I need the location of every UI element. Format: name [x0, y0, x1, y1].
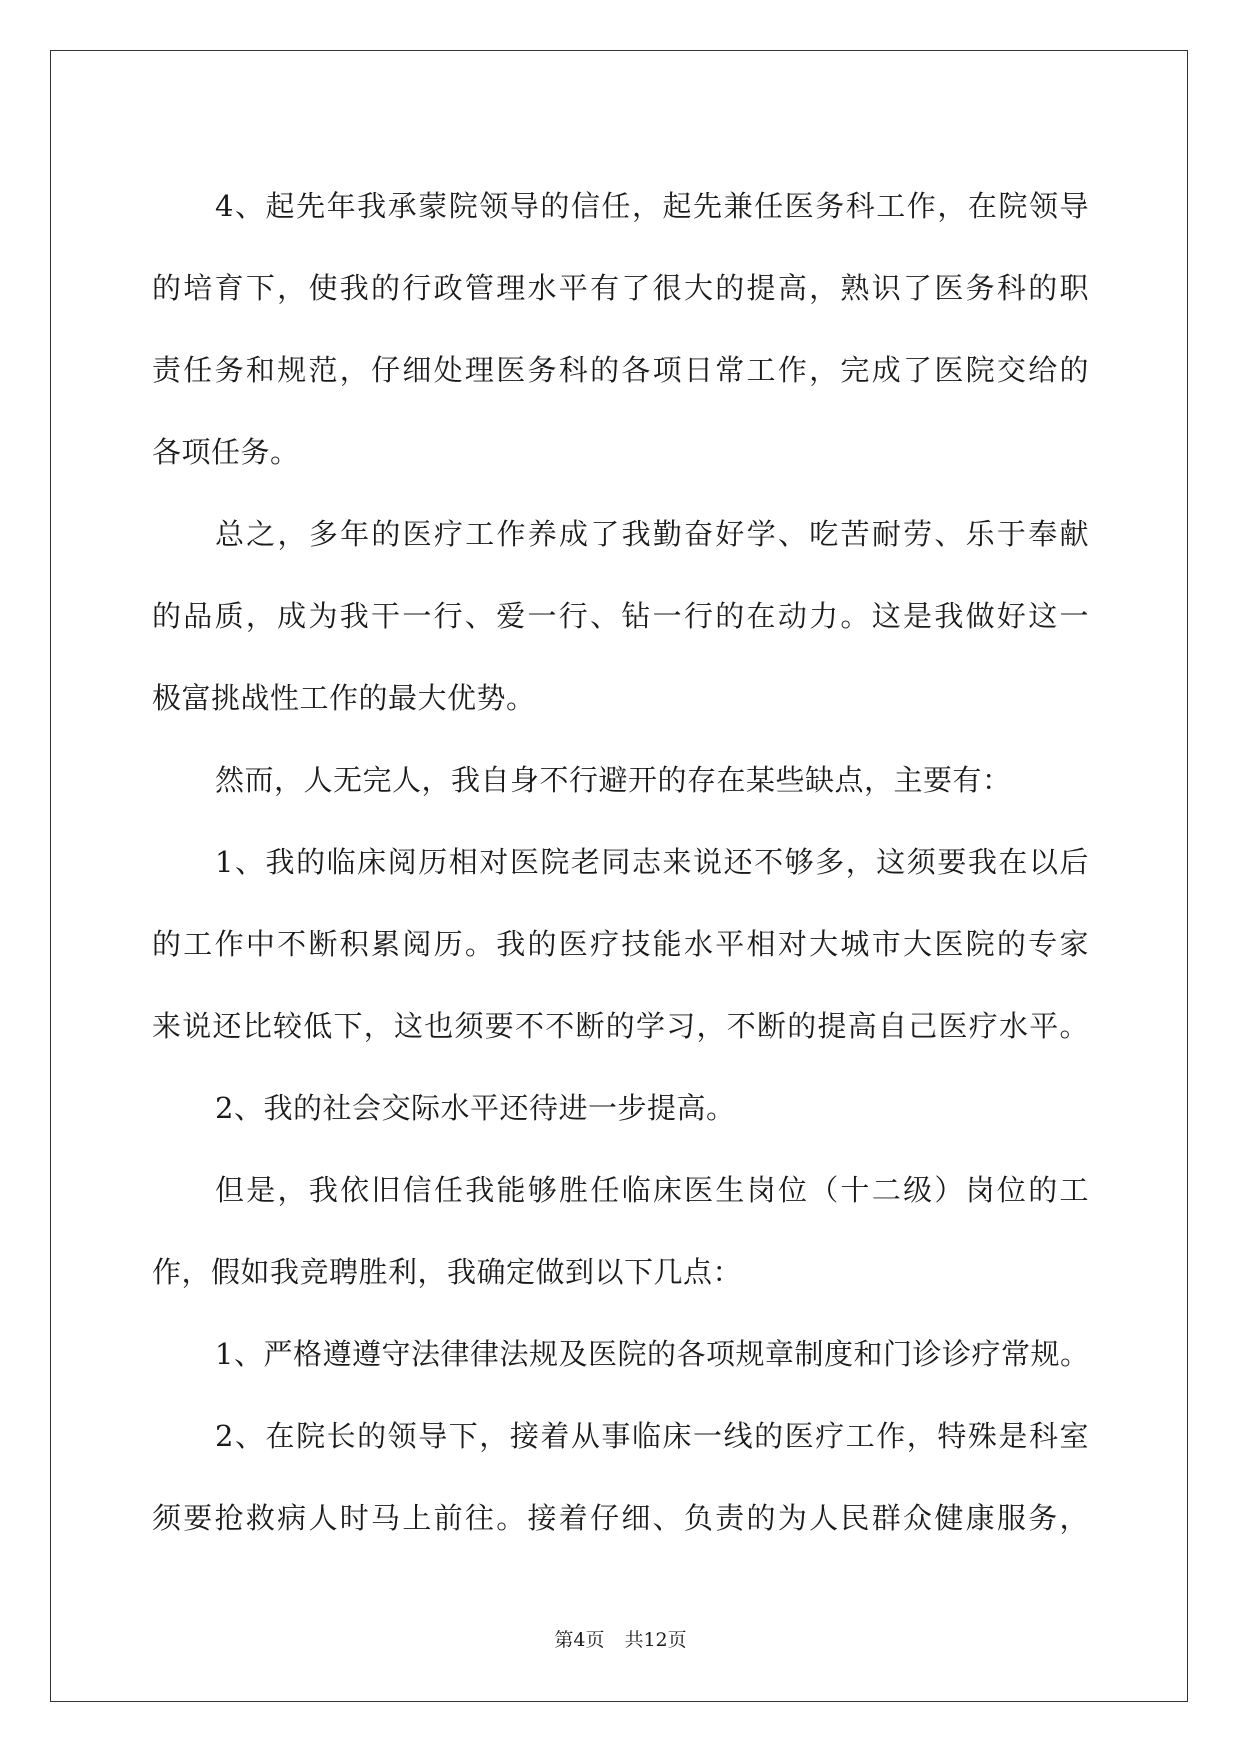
- text-line: 极富挑战性工作的最大优势。: [152, 681, 536, 715]
- text-line: 然而，人无完人，我自身不行避开的存在某些缺点，主要有：: [215, 763, 1012, 797]
- text-line: 须要抢救病人时马上前往。接着仔细、负责的为人民群众健康服务，: [152, 1501, 1089, 1535]
- text-line: 1、严格遵遵守法律律法规及医院的各项规章制度和门诊诊疗常规。: [215, 1337, 1090, 1371]
- text-line: 责任务和规范，仔细处理医务科的各项日常工作，完成了医院交给的: [152, 353, 1089, 387]
- text-line: 但是，我依旧信任我能够胜任临床医生岗位（十二级）岗位的工: [215, 1173, 1089, 1207]
- text-line: 2、我的社会交际水平还待进一步提高。: [215, 1091, 736, 1125]
- text-line: 总之，多年的医疗工作养成了我勤奋好学、吃苦耐劳、乐于奉献: [215, 517, 1089, 551]
- document-body: [152, 165, 1089, 1559]
- page-footer: [0, 1625, 1241, 1652]
- page-number: 第4页: [554, 1629, 605, 1651]
- text-line: 1、我的临床阅历相对医院老同志来说还不够多，这须要我在以后: [215, 845, 1089, 879]
- page-total: 共12页: [624, 1629, 687, 1651]
- text-line: 4、起先年我承蒙院领导的信任，起先兼任医务科工作，在院领导: [215, 189, 1089, 223]
- text-line: 2、在院长的领导下，接着从事临床一线的医疗工作，特殊是科室: [215, 1419, 1089, 1453]
- text-line: 作，假如我竞聘胜利，我确定做到以下几点：: [152, 1255, 743, 1289]
- text-line: 来说还比较低下，这也须要不不断的学习，不断的提高自己医疗水平。: [152, 1009, 1089, 1043]
- text-line: 的培育下，使我的行政管理水平有了很大的提高，熟识了医务科的职: [152, 271, 1089, 305]
- text-line: 的工作中不断积累阅历。我的医疗技能水平相对大城市大医院的专家: [152, 927, 1089, 961]
- text-line: 的品质，成为我干一行、爱一行、钻一行的在动力。这是我做好这一: [152, 599, 1089, 633]
- text-line: 各项任务。: [152, 435, 300, 469]
